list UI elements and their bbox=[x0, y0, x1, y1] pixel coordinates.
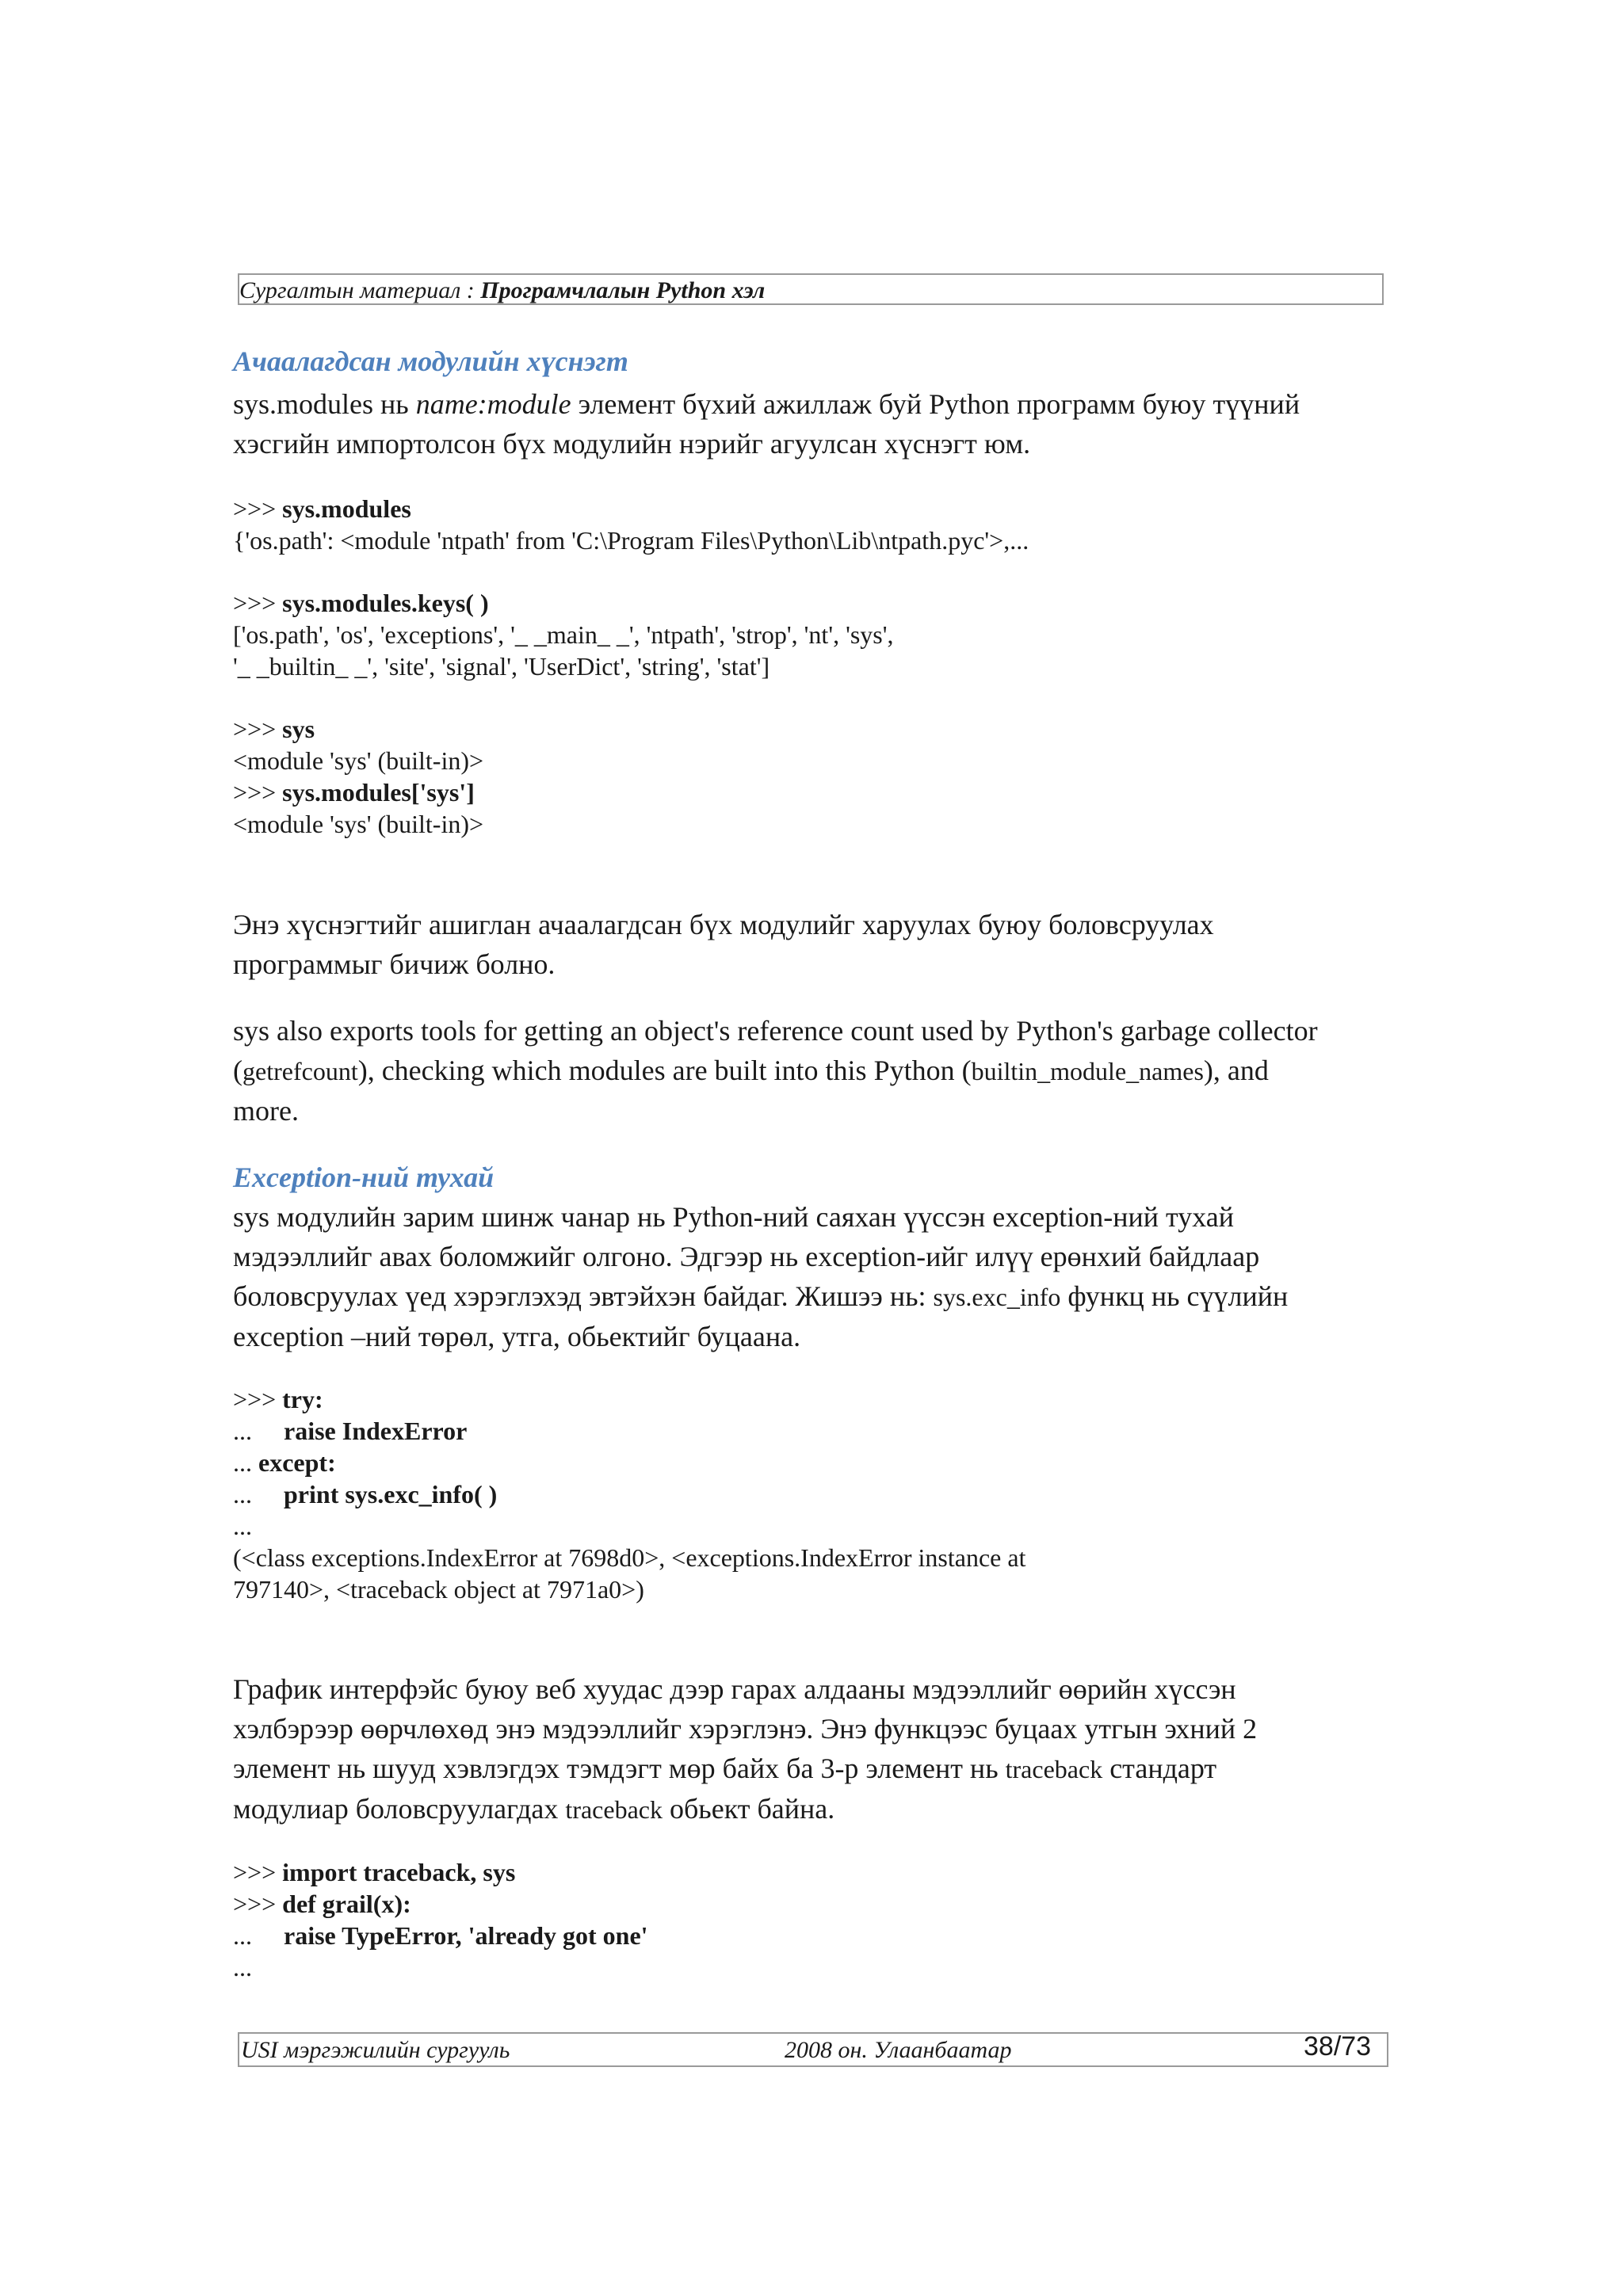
paragraph-traceback: График интерфэйс буюу веб хуудас дээр гарах алдааны мэдээллийг өөрийн хүссэн хэлбэрээр өөрчлөхөд энэ мэдээллийг хэрэглэнэ. Энэ функцээс буцаах утгын эхний 2 элемент нь шууд хэвлэгдэх тэмдэгт мөр байх ба 3-р элемент нь traceback стандарт модулиар боловсруулагдах traceback обьект байна. bbox=[233, 1673, 1258, 1825]
paragraph-exception-info: sys модулийн зарим шинж чанар нь Python-ний саяхан үүссэн exception-ний тухай мэдээллийг авах боломжийг олгоно. Эдгээр нь exception-ийг илүү ерөнхий байдлаар боловсруулах үед хэрэглэхэд эвтэйхэн байдаг. Жишээ нь: sys.exc_info функц нь сүүлийн exception –ний төрөл, утга, обьектийг буцаана. bbox=[233, 1201, 1289, 1352]
code-block-sys: >>> sys <module 'sys' (built-in)> >>> sys.modules['sys'] <module 'sys' (built-in)> bbox=[233, 715, 484, 838]
code-block-keys: >>> sys.modules.keys( ) ['os.path', 'os', 'exceptions', '_ _main_ _', 'ntpath', 'strop', 'nt', 'sys', '_ _builtin_ _', 'site', 'signal', 'UserDict', 'string', 'stat'] bbox=[233, 589, 894, 681]
code-block-grail: >>> import traceback, sys >>> def grail(x): ... raise TypeError, 'already got one' ... bbox=[233, 1858, 648, 1981]
code-block-try-except: >>> try: ... raise IndexError ... except: ... print sys.exc_info( ) ... (<class exceptions.IndexError at 7698d0>, <exceptions.IndexError instance at 797140>, <traceback object at 7971a0>) bbox=[233, 1385, 1026, 1604]
section-heading-exception: Exception-ний тухай bbox=[233, 1161, 495, 1193]
header-title: Програмчлалын Python хэл bbox=[480, 277, 766, 303]
footer-school: USI мэргэжилийн сургууль bbox=[241, 2037, 510, 2063]
paragraph-sys-exports: sys also exports tools for getting an object's reference count used by Python's garbage collector (getrefcount), checking which modules are built into this Python (builtin_module_names), and more. bbox=[233, 1015, 1318, 1127]
section-heading-module-table: Ачаалагдсан модулийн хүснэгт bbox=[233, 345, 628, 377]
code-block-sys-modules: >>> sys.modules {'os.path': <module 'ntpath' from 'C:\Program Files\Python\Lib\ntpath.pyc'>,... bbox=[233, 494, 1029, 555]
page-number: 38/73 bbox=[1304, 2031, 1372, 2061]
page-header bbox=[239, 277, 765, 304]
intro-paragraph: sys.modules нь name:module элемент бүхий ажиллаж буй Python программ буюу түүний хэсгийн импортолсон бүх модулийн нэрийг агуулсан хүснэгт юм. bbox=[233, 388, 1300, 460]
footer-year-city: 2008 он. Улаанбаатар bbox=[785, 2037, 1012, 2063]
header-prefix: Сургалтын материал : bbox=[239, 277, 481, 303]
paragraph-module-listing: Энэ хүснэгтийг ашиглан ачаалагдсан бүх модулийг харуулах буюу боловсруулах программыг бичиж болно. bbox=[233, 909, 1214, 980]
